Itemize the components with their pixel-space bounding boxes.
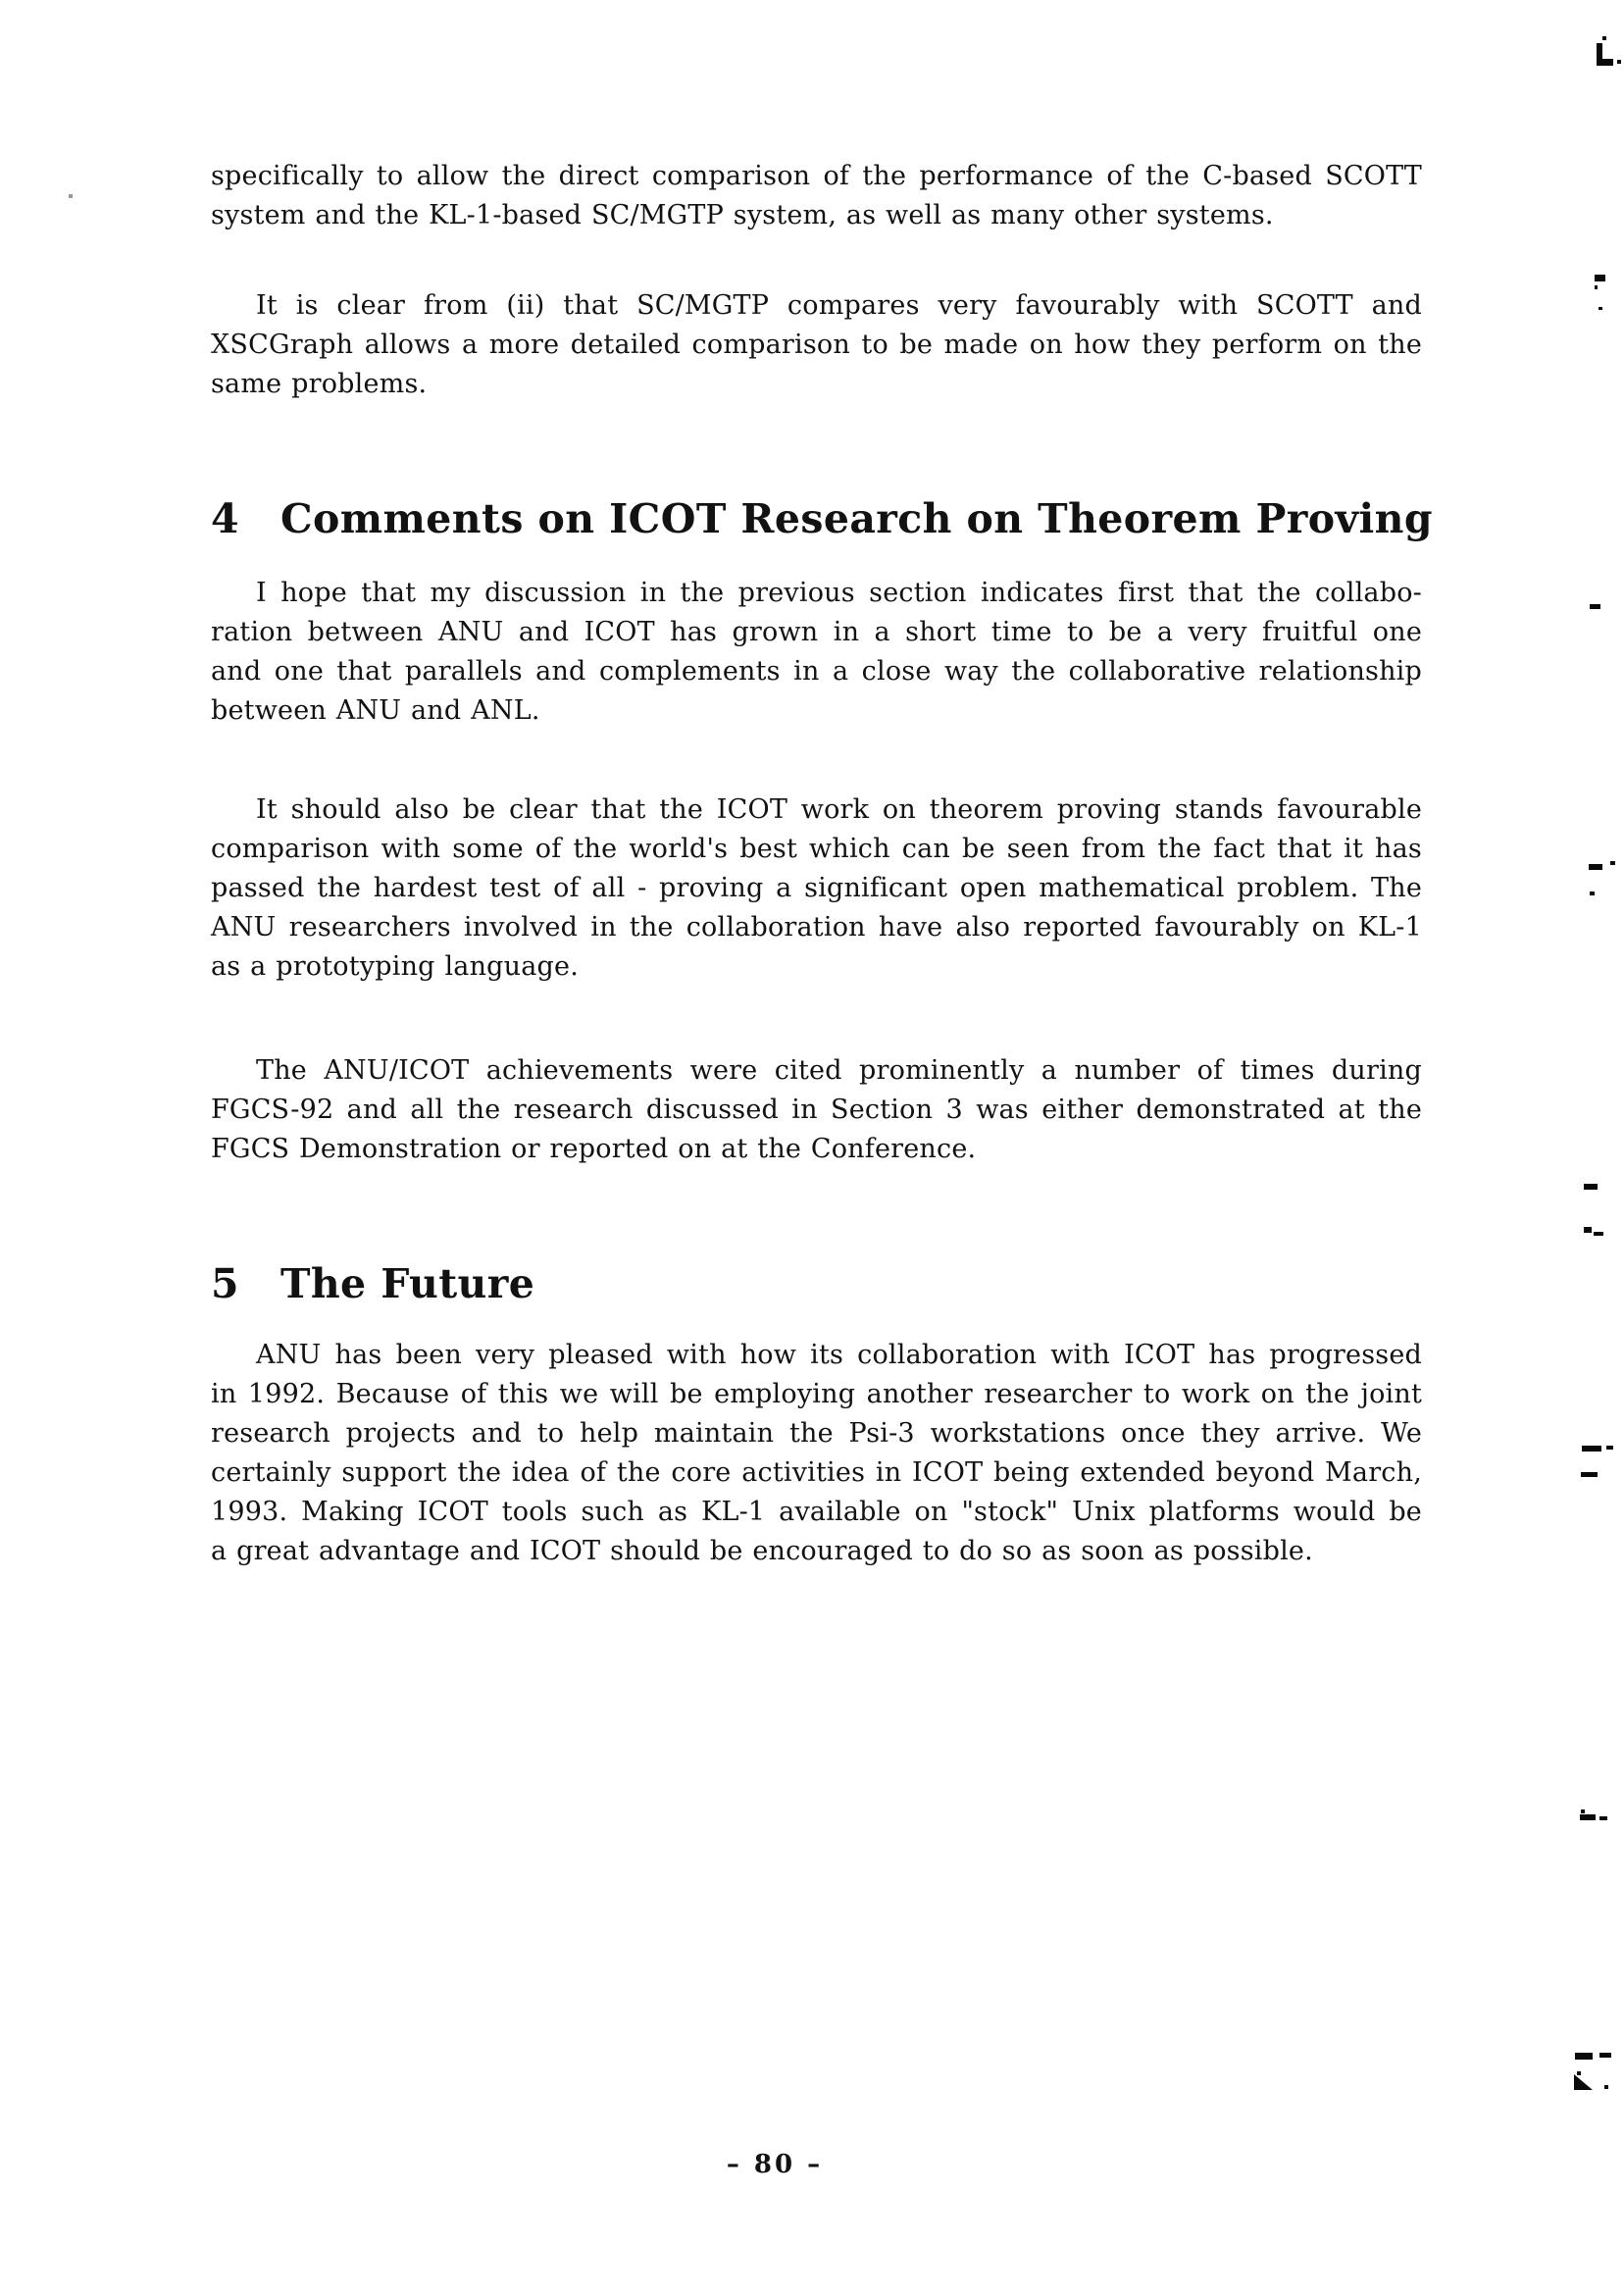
text-line: system and the KL-1-based SC/MGTP system, as well as many other systems. <box>211 200 1274 230</box>
scan-speck <box>1581 1809 1585 1813</box>
scan-speck <box>1604 2085 1608 2089</box>
scan-speck <box>1617 60 1621 64</box>
section-number: 4 <box>211 495 239 542</box>
text-line: passed the hardest test of all - proving a significant open mathematical problem. The <box>211 873 1422 903</box>
text-line: XSCGraph allows a more detailed comparison to be made on how they perform on the <box>211 330 1422 360</box>
scan-speck <box>1595 285 1598 289</box>
scan-speck <box>1584 1184 1598 1190</box>
text-line: ration between ANU and ICOT has grown in a short time to be a very fruitful one <box>211 617 1422 647</box>
scan-speck <box>1599 2053 1611 2058</box>
text-line: It is clear from (ii) that SC/MGTP compares very favourably with SCOTT and <box>256 290 1422 321</box>
scan-speck <box>1580 1814 1596 1820</box>
scan-speck <box>1577 2071 1581 2075</box>
text-line: comparison with some of the world's best which can be seen from the fact that it has <box>211 834 1422 864</box>
scan-speck <box>1606 1446 1613 1450</box>
scan-speck <box>1581 1472 1598 1477</box>
paragraph <box>211 1336 1422 1571</box>
text-line: The ANU/ICOT achievements were cited prominently a number of times during <box>256 1055 1422 1086</box>
section-heading <box>211 1260 1486 1307</box>
text-line: ANU has been very pleased with how its collaboration with ICOT has progressed <box>256 1340 1422 1370</box>
text-line: same problems. <box>211 369 428 399</box>
section-number: 5 <box>211 1260 239 1307</box>
paragraph <box>211 157 1422 235</box>
scan-speck <box>1599 1816 1607 1820</box>
text-line: 1993. Making ICOT tools such as KL-1 available on "stock" Unix platforms would be <box>211 1497 1422 1527</box>
text-line: specifically to allow the direct comparison of the performance of the C-based SCOTT <box>211 161 1422 191</box>
scan-speck <box>1597 59 1613 66</box>
text-line: between ANU and ANL. <box>211 695 540 726</box>
text-line: and one that parallels and complements in a close way the collaborative relationship <box>211 656 1422 687</box>
text-line: a great advantage and ICOT should be encouraged to do so as soon as possible. <box>211 1536 1313 1566</box>
scan-speck <box>1602 36 1606 40</box>
scan-speck <box>1594 1232 1603 1236</box>
scan-speck <box>1590 604 1600 609</box>
text-line: FGCS-92 and all the research discussed in Section 3 was either demonstrated at the <box>211 1095 1422 1125</box>
text-line: certainly support the idea of the core activities in ICOT being extended beyond March, <box>211 1457 1422 1488</box>
text-line: as a prototyping language. <box>211 951 579 982</box>
paragraph <box>211 574 1422 731</box>
section-title: Comments on ICOT Research on Theorem Proving <box>279 495 1433 542</box>
scan-speck <box>1610 861 1615 865</box>
text-line: ANU researchers involved in the collaboration have also reported favourably on KL-1 <box>211 912 1422 943</box>
section-title: The Future <box>279 1260 535 1307</box>
paragraph <box>211 1051 1422 1169</box>
scan-speck <box>1595 275 1605 281</box>
scan-speck <box>1582 1446 1601 1452</box>
page-number: – 80 – <box>726 2150 824 2179</box>
text-line: research projects and to help maintain the Psi-3 workstations once they arrive. We <box>211 1418 1422 1449</box>
text-line: in 1992. Because of this we will be employing another researcher to work on the joint <box>211 1379 1422 1409</box>
scan-speck <box>1574 2074 1593 2090</box>
text-line: I hope that my discussion in the previous section indicates first that the collabo- <box>256 578 1422 608</box>
paragraph <box>211 790 1422 987</box>
scan-speck <box>1589 864 1602 870</box>
scan-speck <box>1590 892 1595 895</box>
scan-speck <box>1575 2053 1593 2060</box>
scan-speck <box>69 194 73 198</box>
text-line: It should also be clear that the ICOT work on theorem proving stands favourable <box>256 794 1422 825</box>
text-line: FGCS Demonstration or reported on at the Conference. <box>211 1134 977 1164</box>
scan-speck <box>1599 307 1602 310</box>
section-heading <box>211 495 1486 542</box>
scan-speck <box>1584 1227 1592 1233</box>
paragraph <box>211 286 1422 404</box>
